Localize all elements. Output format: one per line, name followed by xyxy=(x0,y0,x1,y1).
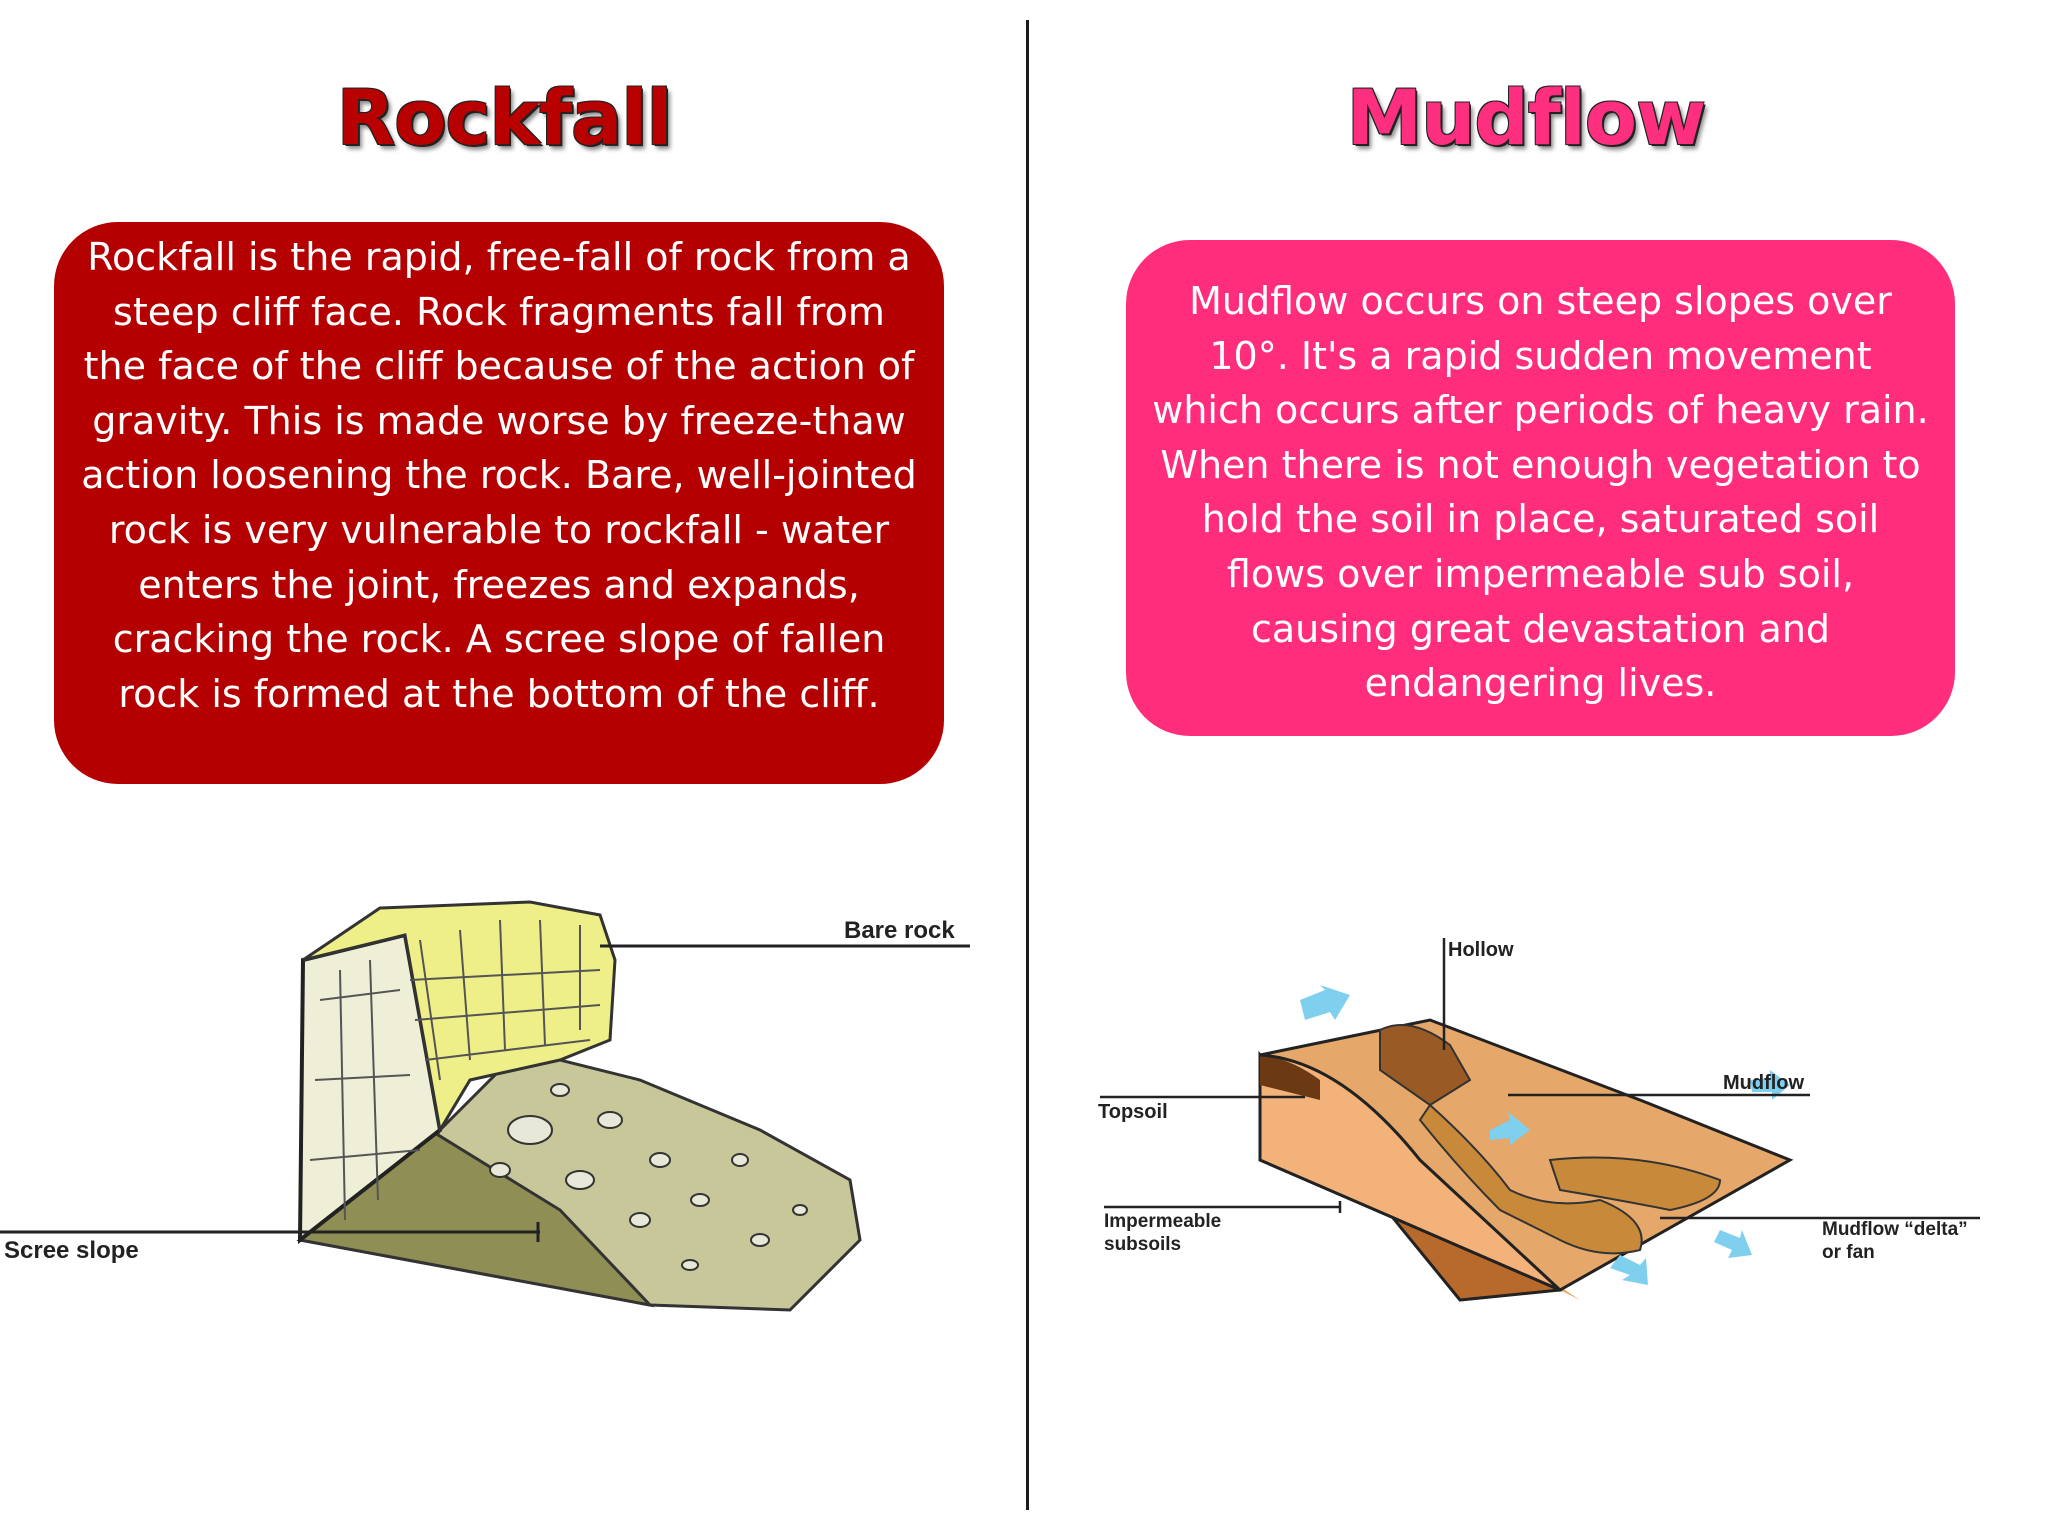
cliff-illustration xyxy=(300,902,860,1310)
label-impermeable-line1: Impermeable xyxy=(1104,1211,1222,1232)
mudflow-description: Mudflow occurs on steep slopes over 10°. It's a rapid sudden movement which occurs after periods of heavy rain. When there is not enough vegetation to hold the soil in place, saturated soil flows over impermeable sub soil, causing great devastation and endangering lives. xyxy=(1152,279,1929,706)
label-impermeable-line2: subsoils xyxy=(1104,1234,1182,1255)
label-scree-slope: Scree slope xyxy=(4,1237,139,1264)
label-delta-line2: or fan xyxy=(1822,1242,1875,1263)
label-hollow: Hollow xyxy=(1448,939,1514,961)
slope-illustration xyxy=(1260,1020,1790,1300)
label-mudflow: Mudflow xyxy=(1723,1072,1805,1094)
rockfall-description: Rockfall is the rapid, free-fall of rock from a steep cliff face. Rock fragments fall from the face of the cliff because of the action of gravity. This is made worse by freeze-thaw action loosening the rock. Bare, well-jointed rock is very vulnerable to rockfall - water enters the joint, freezes and expands, cracking the rock. A scree slope of fallen rock is formed at the bottom of the cliff. xyxy=(81,235,917,716)
mudflow-diagram xyxy=(1080,920,2020,1340)
rockfall-description-box xyxy=(54,222,944,784)
mudflow-description-box xyxy=(1126,240,1955,736)
rockfall-title: Rockfall xyxy=(336,73,672,162)
label-topsoil: Topsoil xyxy=(1098,1101,1168,1123)
rockfall-diagram xyxy=(0,880,1000,1330)
label-delta-line1: Mudflow “delta” xyxy=(1822,1219,1968,1240)
center-divider xyxy=(1026,20,1029,1510)
label-bare-rock: Bare rock xyxy=(844,917,955,944)
mudflow-title: Mudflow xyxy=(1346,73,1706,162)
